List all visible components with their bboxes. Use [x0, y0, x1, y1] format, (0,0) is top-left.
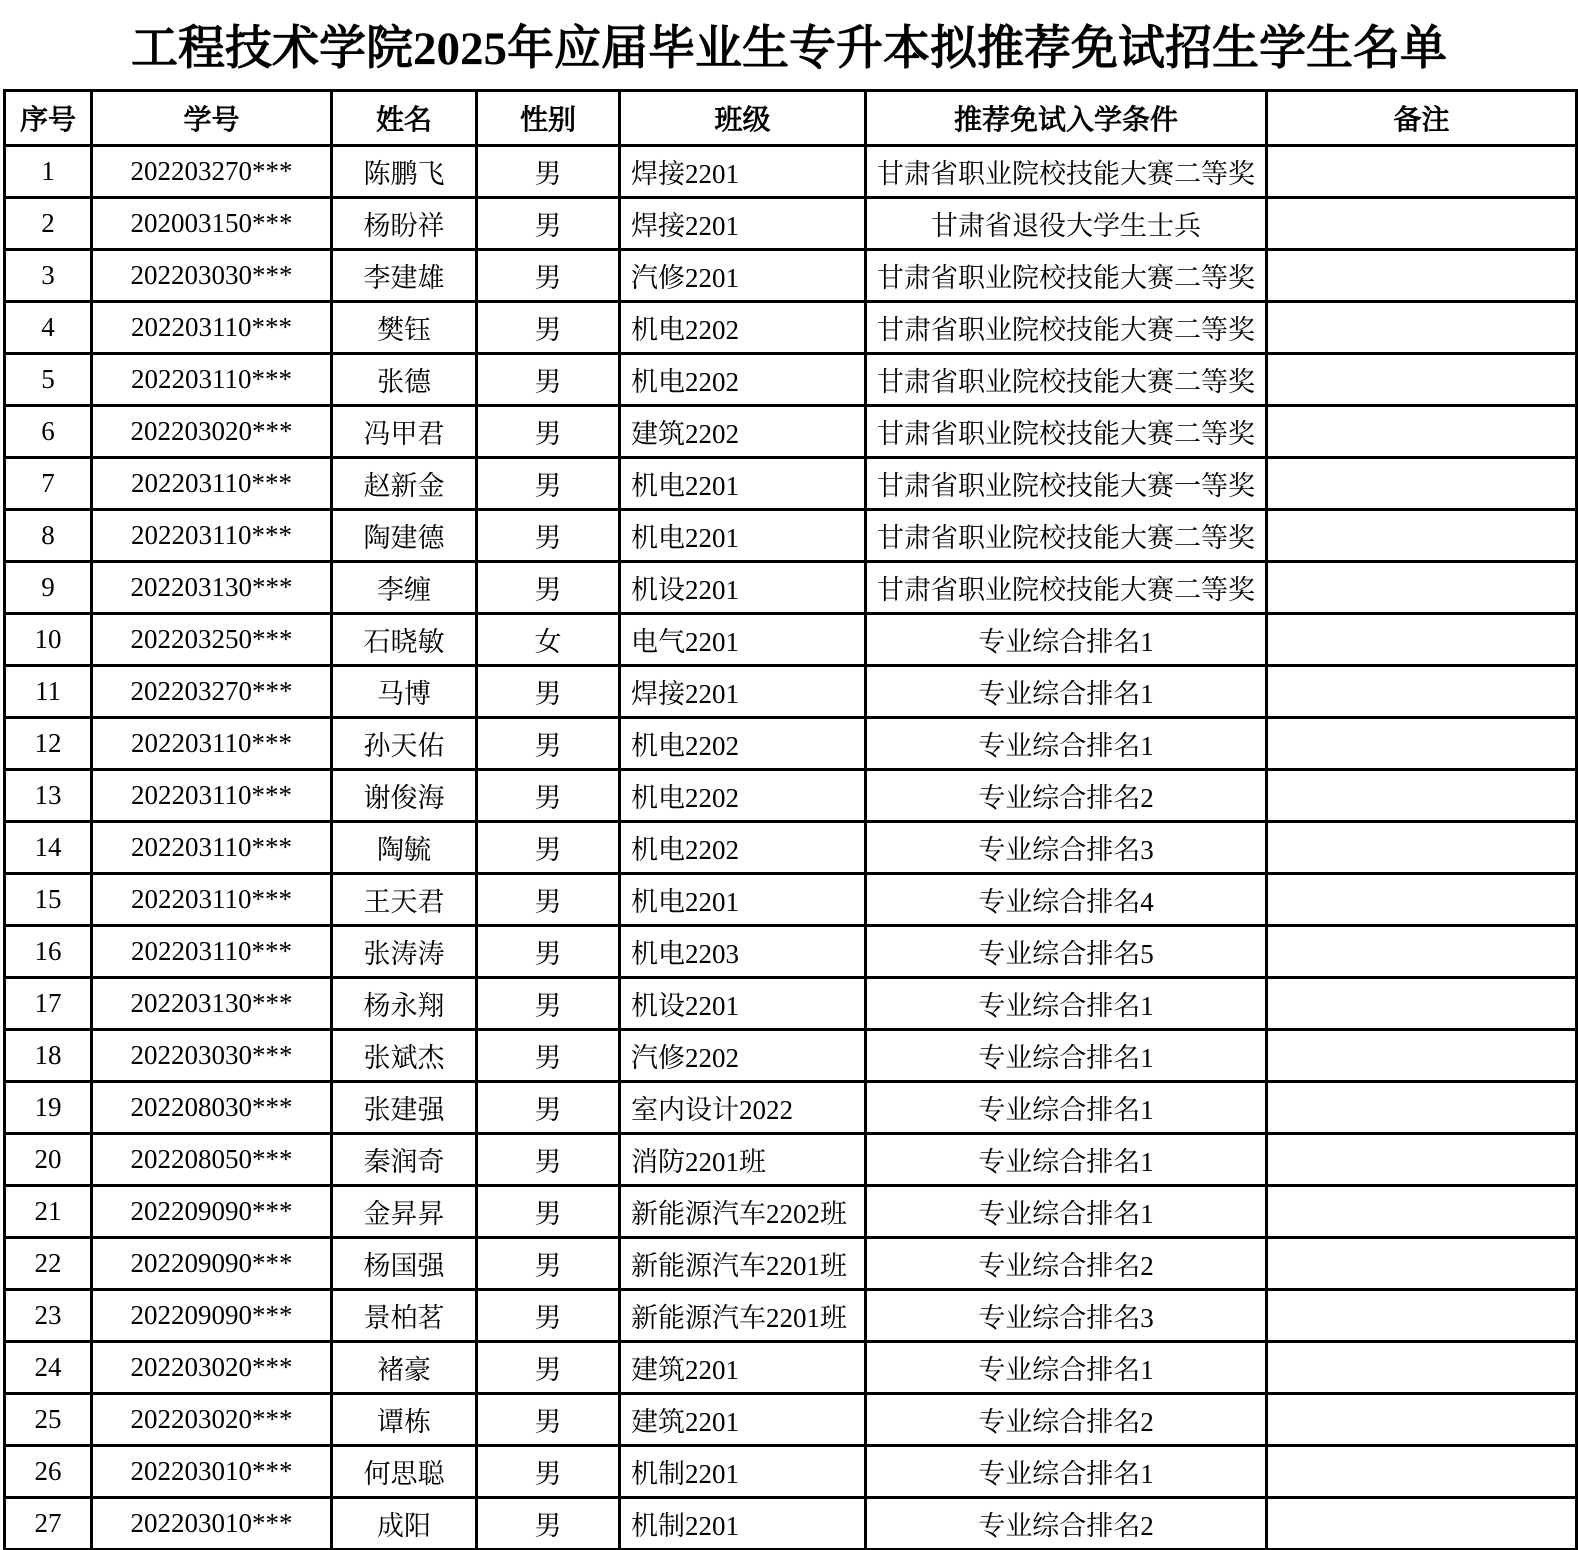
cell-remark — [1267, 562, 1577, 614]
table-row — [5, 354, 1577, 406]
table-row — [5, 874, 1577, 926]
table-row — [5, 978, 1577, 1030]
cell-gender: 男 — [477, 666, 620, 718]
cell-gender: 男 — [477, 1238, 620, 1290]
cell-name: 李建雄 — [332, 250, 477, 302]
cell-remark — [1267, 406, 1577, 458]
cell-name: 谢俊海 — [332, 770, 477, 822]
cell-remark — [1267, 874, 1577, 926]
cell-no: 16 — [5, 926, 92, 978]
cell-remark — [1267, 926, 1577, 978]
cell-no: 23 — [5, 1290, 92, 1342]
cell-student_id: 202203250*** — [92, 614, 332, 666]
cell-gender: 男 — [477, 146, 620, 198]
cell-gender: 男 — [477, 354, 620, 406]
cell-student_id: 202208030*** — [92, 1082, 332, 1134]
cell-name: 张建强 — [332, 1082, 477, 1134]
cell-remark — [1267, 1498, 1577, 1550]
cell-student_id: 202203110*** — [92, 718, 332, 770]
cell-remark — [1267, 198, 1577, 250]
header-cell-name: 姓名 — [332, 91, 477, 146]
table-row — [5, 1186, 1577, 1238]
table-row — [5, 1498, 1577, 1550]
cell-condition: 专业综合排名4 — [866, 874, 1267, 926]
cell-class_name: 汽修2201 — [620, 250, 866, 302]
table-row — [5, 250, 1577, 302]
cell-name: 成阳 — [332, 1498, 477, 1550]
cell-condition: 专业综合排名1 — [866, 1342, 1267, 1394]
cell-condition: 专业综合排名2 — [866, 1238, 1267, 1290]
cell-remark — [1267, 770, 1577, 822]
cell-gender: 女 — [477, 614, 620, 666]
cell-class_name: 电气2201 — [620, 614, 866, 666]
cell-class_name: 机电2202 — [620, 822, 866, 874]
cell-remark — [1267, 1186, 1577, 1238]
cell-no: 11 — [5, 666, 92, 718]
cell-remark — [1267, 1030, 1577, 1082]
cell-no: 13 — [5, 770, 92, 822]
cell-gender: 男 — [477, 458, 620, 510]
cell-no: 7 — [5, 458, 92, 510]
cell-condition: 专业综合排名1 — [866, 1082, 1267, 1134]
cell-student_id: 202203030*** — [92, 1030, 332, 1082]
cell-remark — [1267, 1290, 1577, 1342]
cell-name: 石晓敏 — [332, 614, 477, 666]
cell-class_name: 新能源汽车2201班 — [620, 1290, 866, 1342]
table-row — [5, 1342, 1577, 1394]
cell-class_name: 建筑2201 — [620, 1394, 866, 1446]
cell-class_name: 机电2201 — [620, 458, 866, 510]
table-row — [5, 302, 1577, 354]
cell-gender: 男 — [477, 510, 620, 562]
cell-student_id: 202203110*** — [92, 926, 332, 978]
cell-student_id: 202203010*** — [92, 1498, 332, 1550]
header-cell-class: 班级 — [620, 91, 866, 146]
cell-name: 冯甲君 — [332, 406, 477, 458]
cell-gender: 男 — [477, 1134, 620, 1186]
cell-gender: 男 — [477, 822, 620, 874]
cell-student_id: 202203020*** — [92, 1342, 332, 1394]
cell-remark — [1267, 1342, 1577, 1394]
table-row — [5, 1290, 1577, 1342]
cell-class_name: 机设2201 — [620, 562, 866, 614]
table-row — [5, 666, 1577, 718]
table-row — [5, 718, 1577, 770]
cell-name: 李缠 — [332, 562, 477, 614]
cell-remark — [1267, 302, 1577, 354]
cell-name: 陈鹏飞 — [332, 146, 477, 198]
cell-gender: 男 — [477, 770, 620, 822]
cell-student_id: 202203110*** — [92, 302, 332, 354]
header-cell-remark: 备注 — [1267, 91, 1577, 146]
cell-gender: 男 — [477, 1446, 620, 1498]
cell-condition: 甘肃省退役大学生士兵 — [866, 198, 1267, 250]
table-row — [5, 510, 1577, 562]
cell-student_id: 202203270*** — [92, 146, 332, 198]
cell-no: 27 — [5, 1498, 92, 1550]
cell-name: 马博 — [332, 666, 477, 718]
cell-condition: 专业综合排名2 — [866, 1394, 1267, 1446]
cell-no: 1 — [5, 146, 92, 198]
document-title: 工程技术学院2025年应届毕业生专升本拟推荐免试招生学生名单 — [131, 23, 1447, 75]
header-cell-no: 序号 — [5, 91, 92, 146]
cell-gender: 男 — [477, 1290, 620, 1342]
cell-name: 陶毓 — [332, 822, 477, 874]
cell-gender: 男 — [477, 718, 620, 770]
cell-remark — [1267, 978, 1577, 1030]
cell-no: 21 — [5, 1186, 92, 1238]
cell-class_name: 机设2201 — [620, 978, 866, 1030]
cell-no: 15 — [5, 874, 92, 926]
cell-remark — [1267, 354, 1577, 406]
cell-no: 8 — [5, 510, 92, 562]
cell-class_name: 机电2202 — [620, 354, 866, 406]
cell-condition: 甘肃省职业院校技能大赛二等奖 — [866, 250, 1267, 302]
cell-gender: 男 — [477, 562, 620, 614]
cell-condition: 甘肃省职业院校技能大赛二等奖 — [866, 146, 1267, 198]
cell-condition: 专业综合排名1 — [866, 614, 1267, 666]
cell-condition: 专业综合排名5 — [866, 926, 1267, 978]
cell-student_id: 202203270*** — [92, 666, 332, 718]
cell-student_id: 202203110*** — [92, 458, 332, 510]
table-row — [5, 770, 1577, 822]
cell-student_id: 202203010*** — [92, 1446, 332, 1498]
table-row — [5, 562, 1577, 614]
cell-gender: 男 — [477, 406, 620, 458]
cell-remark — [1267, 146, 1577, 198]
table-row — [5, 926, 1577, 978]
cell-student_id: 202203130*** — [92, 978, 332, 1030]
cell-name: 樊钰 — [332, 302, 477, 354]
cell-gender: 男 — [477, 874, 620, 926]
cell-remark — [1267, 718, 1577, 770]
cell-condition: 专业综合排名1 — [866, 1134, 1267, 1186]
cell-condition: 专业综合排名1 — [866, 1030, 1267, 1082]
cell-student_id: 202209090*** — [92, 1290, 332, 1342]
cell-condition: 专业综合排名2 — [866, 1498, 1267, 1550]
cell-name: 杨永翔 — [332, 978, 477, 1030]
cell-name: 金昇昇 — [332, 1186, 477, 1238]
cell-no: 5 — [5, 354, 92, 406]
cell-gender: 男 — [477, 978, 620, 1030]
cell-no: 2 — [5, 198, 92, 250]
cell-class_name: 室内设计2022 — [620, 1082, 866, 1134]
cell-name: 何思聪 — [332, 1446, 477, 1498]
cell-condition: 专业综合排名1 — [866, 718, 1267, 770]
cell-condition: 甘肃省职业院校技能大赛二等奖 — [866, 406, 1267, 458]
cell-gender: 男 — [477, 1394, 620, 1446]
cell-no: 19 — [5, 1082, 92, 1134]
header-cell-student-id: 学号 — [92, 91, 332, 146]
cell-gender: 男 — [477, 1186, 620, 1238]
cell-student_id: 202209090*** — [92, 1186, 332, 1238]
cell-remark — [1267, 510, 1577, 562]
cell-no: 9 — [5, 562, 92, 614]
cell-no: 22 — [5, 1238, 92, 1290]
cell-name: 孙天佑 — [332, 718, 477, 770]
cell-class_name: 机电2201 — [620, 874, 866, 926]
cell-class_name: 焊接2201 — [620, 146, 866, 198]
cell-class_name: 新能源汽车2202班 — [620, 1186, 866, 1238]
table-row — [5, 1134, 1577, 1186]
cell-class_name: 消防2201班 — [620, 1134, 866, 1186]
cell-no: 18 — [5, 1030, 92, 1082]
cell-remark — [1267, 822, 1577, 874]
cell-name: 杨国强 — [332, 1238, 477, 1290]
cell-student_id: 202203110*** — [92, 510, 332, 562]
table-row — [5, 1082, 1577, 1134]
table-row — [5, 406, 1577, 458]
cell-condition: 专业综合排名3 — [866, 1290, 1267, 1342]
table-row — [5, 1394, 1577, 1446]
header-cell-condition: 推荐免试入学条件 — [866, 91, 1267, 146]
cell-no: 3 — [5, 250, 92, 302]
table-row — [5, 822, 1577, 874]
cell-class_name: 焊接2201 — [620, 198, 866, 250]
cell-name: 陶建德 — [332, 510, 477, 562]
table-row — [5, 198, 1577, 250]
cell-condition: 专业综合排名1 — [866, 1446, 1267, 1498]
cell-name: 谭栋 — [332, 1394, 477, 1446]
header-cell-gender: 性别 — [477, 91, 620, 146]
cell-class_name: 汽修2202 — [620, 1030, 866, 1082]
cell-class_name: 建筑2201 — [620, 1342, 866, 1394]
cell-name: 张涛涛 — [332, 926, 477, 978]
cell-name: 景柏茗 — [332, 1290, 477, 1342]
cell-name: 赵新金 — [332, 458, 477, 510]
cell-gender: 男 — [477, 1498, 620, 1550]
cell-remark — [1267, 1134, 1577, 1186]
cell-student_id: 202208050*** — [92, 1134, 332, 1186]
cell-remark — [1267, 666, 1577, 718]
cell-gender: 男 — [477, 302, 620, 354]
cell-student_id: 202203110*** — [92, 770, 332, 822]
cell-no: 20 — [5, 1134, 92, 1186]
table-row — [5, 1446, 1577, 1498]
cell-class_name: 机电2202 — [620, 770, 866, 822]
cell-class_name: 机制2201 — [620, 1498, 866, 1550]
cell-remark — [1267, 614, 1577, 666]
table-row — [5, 1238, 1577, 1290]
cell-class_name: 焊接2201 — [620, 666, 866, 718]
cell-no: 14 — [5, 822, 92, 874]
cell-class_name: 建筑2202 — [620, 406, 866, 458]
cell-student_id: 202203020*** — [92, 406, 332, 458]
cell-name: 杨盼祥 — [332, 198, 477, 250]
table-row — [5, 146, 1577, 198]
cell-condition: 甘肃省职业院校技能大赛二等奖 — [866, 510, 1267, 562]
cell-remark — [1267, 250, 1577, 302]
cell-name: 秦润奇 — [332, 1134, 477, 1186]
cell-remark — [1267, 1082, 1577, 1134]
cell-class_name: 机电2202 — [620, 718, 866, 770]
cell-gender: 男 — [477, 926, 620, 978]
cell-student_id: 202203110*** — [92, 822, 332, 874]
cell-condition: 甘肃省职业院校技能大赛一等奖 — [866, 458, 1267, 510]
cell-no: 12 — [5, 718, 92, 770]
cell-condition: 专业综合排名1 — [866, 978, 1267, 1030]
cell-gender: 男 — [477, 1342, 620, 1394]
cell-student_id: 202203130*** — [92, 562, 332, 614]
cell-name: 王天君 — [332, 874, 477, 926]
cell-remark — [1267, 1446, 1577, 1498]
cell-condition: 专业综合排名2 — [866, 770, 1267, 822]
cell-no: 4 — [5, 302, 92, 354]
cell-no: 25 — [5, 1394, 92, 1446]
table-row — [5, 1030, 1577, 1082]
cell-class_name: 新能源汽车2201班 — [620, 1238, 866, 1290]
cell-no: 17 — [5, 978, 92, 1030]
cell-no: 10 — [5, 614, 92, 666]
cell-condition: 专业综合排名1 — [866, 1186, 1267, 1238]
cell-gender: 男 — [477, 1082, 620, 1134]
cell-gender: 男 — [477, 198, 620, 250]
cell-remark — [1267, 458, 1577, 510]
cell-student_id: 202203020*** — [92, 1394, 332, 1446]
cell-condition: 甘肃省职业院校技能大赛二等奖 — [866, 562, 1267, 614]
student-table-body — [5, 146, 1577, 1550]
cell-student_id: 202209090*** — [92, 1238, 332, 1290]
cell-gender: 男 — [477, 1030, 620, 1082]
cell-name: 褚豪 — [332, 1342, 477, 1394]
table-row — [5, 458, 1577, 510]
cell-student_id: 202203030*** — [92, 250, 332, 302]
cell-no: 26 — [5, 1446, 92, 1498]
table-header-row — [5, 91, 1577, 146]
title-bar — [0, 0, 1578, 89]
student-roster-table — [3, 89, 1578, 1550]
cell-remark — [1267, 1394, 1577, 1446]
cell-remark — [1267, 1238, 1577, 1290]
cell-student_id: 202003150*** — [92, 198, 332, 250]
cell-name: 张斌杰 — [332, 1030, 477, 1082]
cell-class_name: 机电2203 — [620, 926, 866, 978]
cell-gender: 男 — [477, 250, 620, 302]
cell-class_name: 机电2201 — [620, 510, 866, 562]
cell-condition: 专业综合排名3 — [866, 822, 1267, 874]
cell-condition: 甘肃省职业院校技能大赛二等奖 — [866, 354, 1267, 406]
cell-student_id: 202203110*** — [92, 354, 332, 406]
cell-no: 24 — [5, 1342, 92, 1394]
table-row — [5, 614, 1577, 666]
cell-condition: 甘肃省职业院校技能大赛二等奖 — [866, 302, 1267, 354]
cell-class_name: 机制2201 — [620, 1446, 866, 1498]
cell-name: 张德 — [332, 354, 477, 406]
cell-condition: 专业综合排名1 — [866, 666, 1267, 718]
cell-no: 6 — [5, 406, 92, 458]
cell-student_id: 202203110*** — [92, 874, 332, 926]
cell-class_name: 机电2202 — [620, 302, 866, 354]
